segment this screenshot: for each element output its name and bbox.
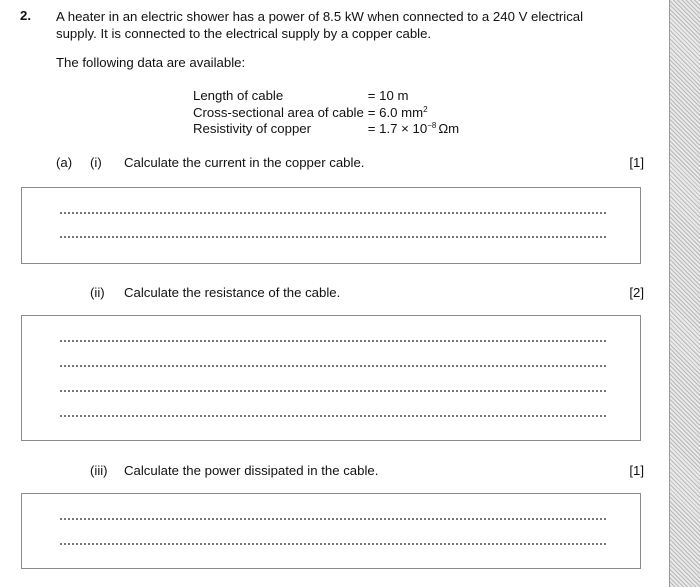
answer-box-a-ii[interactable] xyxy=(21,315,641,441)
data-label: Cross-sectional area of cable xyxy=(193,104,364,120)
data-value: = 6.0 $mm^2$ xyxy=(367,104,428,120)
answer-line xyxy=(60,390,606,392)
marks-label: [1] xyxy=(629,463,644,478)
subpart-label: (i) xyxy=(90,155,102,170)
data-row-resistivity xyxy=(193,121,459,138)
data-label: Length of cable xyxy=(193,88,284,103)
part-label: (a) xyxy=(56,155,73,170)
data-heading: The following data are available: xyxy=(56,55,246,70)
data-row-length xyxy=(193,88,459,105)
answer-line xyxy=(60,518,606,520)
data-table xyxy=(193,88,459,138)
answer-line xyxy=(60,365,606,367)
answer-line xyxy=(60,415,606,417)
answer-line xyxy=(60,340,606,342)
answer-line xyxy=(60,543,606,545)
question-number: 2. xyxy=(20,8,31,23)
question-text: Calculate the resistance of the cable. xyxy=(124,285,341,300)
data-label: Resistivity of copper xyxy=(193,121,311,136)
answer-box-a-iii[interactable] xyxy=(21,493,641,569)
question-intro: A heater in an electric shower has a power of 8.5 kW when connected to a 240 V electrical supply. It is connected to the electrical supply by a copper cable. xyxy=(56,9,584,41)
answer-line xyxy=(60,212,606,214)
marks-label: [2] xyxy=(629,285,644,300)
subpart-label: (ii) xyxy=(90,285,105,300)
answer-line xyxy=(60,236,606,238)
subpart-label: (iii) xyxy=(90,463,108,478)
data-row-area xyxy=(193,105,459,122)
question-text: Calculate the current in the copper cable. xyxy=(124,155,365,170)
data-value: = $1.7 \times 10^{-8}$ Ωm xyxy=(367,121,460,136)
marks-label: [1] xyxy=(629,155,644,170)
data-value: = 10 m xyxy=(367,88,409,103)
answer-box-a-i[interactable] xyxy=(21,187,641,264)
question-text: Calculate the power dissipated in the cable. xyxy=(124,463,379,478)
page-edge-texture xyxy=(669,0,700,587)
